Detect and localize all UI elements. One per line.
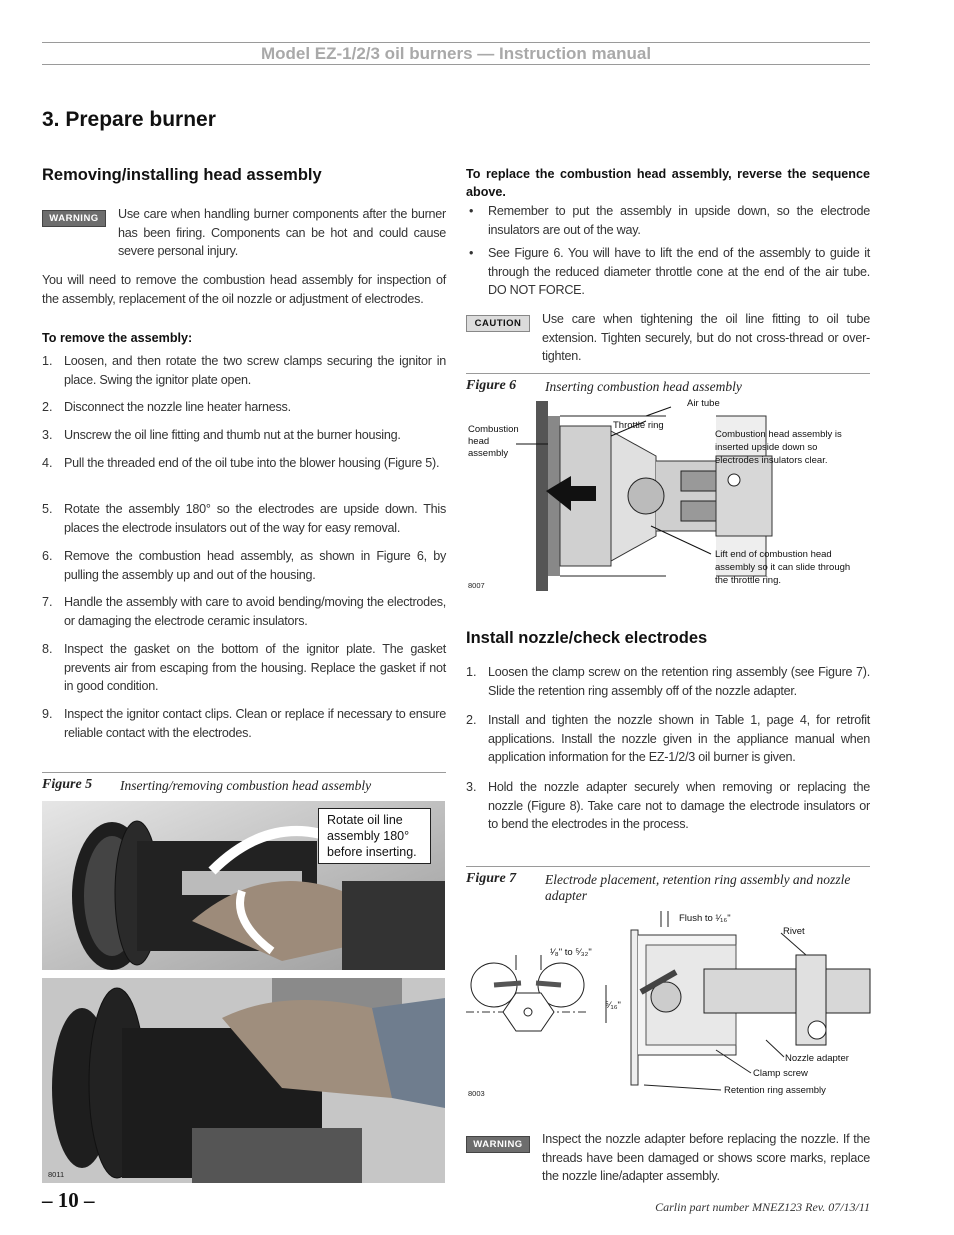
step-number: 6.: [42, 549, 53, 563]
caution-badge: CAUTION: [466, 315, 530, 332]
label-head: head: [468, 436, 490, 447]
step-text: Pull the threaded end of the oil tube into the blower housing (Figure 5).: [64, 456, 440, 470]
warning-badge-2: WARNING: [466, 1136, 530, 1153]
heading-install-nozzle: Install nozzle/check electrodes: [466, 629, 708, 647]
part-number: Carlin part number MNEZ123 Rev. 07/13/11: [655, 1200, 870, 1214]
step-text: Inspect the gasket on the bottom of the ignitor plate. The gasket prevents air from escaping from the housing. Replace the gasket if not in good condition.: [64, 642, 446, 693]
caution-text: Use care when tightening the oil line fitting to oil tube extension. Tighten securely, but do not cross-thread or over-tighten.: [542, 312, 870, 363]
bullet-dot: •: [469, 204, 474, 218]
label-offset: ⁵⁄₁₆": [605, 1000, 621, 1011]
figure5-rule: [42, 772, 446, 773]
figure7-rule: [466, 866, 870, 867]
note1-line2: inserted upside down so: [715, 442, 818, 453]
note2-line3: the throttle ring.: [715, 575, 782, 586]
bullet-text: Remember to put the assembly in upside down, so the electrode insulators are out of the way.: [488, 204, 870, 237]
figure5-code: 8011: [48, 1170, 65, 1179]
figure5-photo-bottom: [42, 978, 445, 1183]
label-combustion: Combustion: [468, 424, 519, 435]
step-text: Loosen the clamp screw on the retention ring assembly (see Figure 7). Slide the retention ring assembly off of the nozzle adapter.: [488, 665, 870, 698]
manual-title: Model EZ-1/2/3 oil burners — Instruction manual: [260, 44, 652, 63]
warning-text-2: Inspect the nozzle adapter before replacing the nozzle. If the threads have been damaged or shows score marks, replace the nozzle line/adapter assembly.: [542, 1132, 870, 1183]
header-rule-top: [42, 42, 870, 43]
page-number: – 10 –: [42, 1188, 95, 1212]
figure7-diagram: [466, 905, 872, 1101]
label-retention-ring: Retention ring assembly: [724, 1085, 826, 1096]
header-rule-bottom: [42, 64, 870, 65]
step-number: 1.: [466, 665, 477, 679]
note2-line1: Lift end of combustion head: [715, 549, 832, 560]
remove-heading: To remove the assembly:: [42, 331, 193, 345]
step-number: 3.: [466, 780, 477, 794]
figure6-label: Figure 6: [466, 378, 517, 393]
label-air-tube: Air tube: [687, 398, 720, 409]
step-number: 1.: [42, 354, 53, 368]
step-number: 2.: [466, 713, 477, 727]
note1-line3: electrodes insulators clear.: [715, 455, 828, 466]
step-number: 3.: [42, 428, 53, 442]
label-flush: Flush to ¹⁄₁₆": [679, 913, 731, 924]
figure7-label: Figure 7: [466, 871, 517, 886]
figure7-code: 8003: [468, 1089, 485, 1098]
step-text: Hold the nozzle adapter securely when removing or replacing the nozzle (Figure 8). Take care not to damage the electrode insulators or to bend the electrodes in the process.: [488, 780, 870, 831]
figure5-label: Figure 5: [42, 777, 93, 792]
label-nozzle-adapter: Nozzle adapter: [785, 1053, 849, 1064]
label-throttle-ring: Throttle ring: [613, 420, 664, 431]
figure6-caption: Inserting combustion head assembly: [545, 379, 742, 394]
label-gap: ¹⁄₈" to ⁵⁄₃₂": [550, 947, 592, 958]
step-number: 4.: [42, 456, 53, 470]
step-text: Remove the combustion head assembly, as shown in Figure 6, by pulling the assembly up and out of the housing.: [64, 549, 446, 582]
label-rivet: Rivet: [783, 926, 805, 937]
section-title: 3. Prepare burner: [42, 108, 216, 131]
label-clamp-screw: Clamp screw: [753, 1068, 808, 1079]
step-number: 8.: [42, 642, 53, 656]
step-text: Handle the assembly with care to avoid bending/moving the electrodes, or damaging the electrode ceramic insulators.: [64, 595, 446, 628]
step-text: Unscrew the oil line fitting and thumb nut at the burner housing.: [64, 428, 401, 442]
figure6-code: 8007: [468, 581, 485, 590]
step-text: Loosen, and then rotate the two screw clamps securing the ignitor in place. Swing the ignitor plate open.: [64, 354, 446, 387]
step-number: 9.: [42, 707, 53, 721]
figure6-rule: [466, 373, 870, 374]
figure5-caption: Inserting/removing combustion head assembly: [120, 778, 372, 793]
heading-removing-installing: Removing/installing head assembly: [42, 166, 322, 184]
figure6-diagram: [466, 396, 872, 596]
step-text: Install and tighten the nozzle shown in Table 1, page 4, for retrofit applications. Install the nozzle given in the appliance manual when application information for the EZ-1/2/3 oil burner is given.: [488, 713, 870, 764]
step-number: 2.: [42, 400, 53, 414]
note1-line1: Combustion head assembly is: [715, 429, 842, 440]
note2-line2: assembly so it can slide through: [715, 562, 851, 573]
intro-paragraph: You will need to remove the combustion head assembly for inspection of the assembly, replacement of the oil nozzle or adjustment of electrodes.: [42, 273, 446, 306]
step-text: Disconnect the nozzle line heater harness.: [64, 400, 291, 414]
figure5-callout: Rotate oil line assembly 180° before inserting.: [318, 808, 431, 864]
replace-heading: To replace the combustion head assembly, reverse the sequence above.: [466, 167, 870, 199]
warning-badge: WARNING: [42, 210, 106, 227]
figure7-caption: Electrode placement, retention ring assembly and nozzle adapter: [545, 872, 851, 903]
bullet-dot: •: [469, 246, 474, 260]
bullet-text: See Figure 6. You will have to lift the end of the assembly to guide it through the reduced diameter throttle cone at the end of the air tube. DO NOT FORCE.: [488, 246, 870, 297]
step-number: 7.: [42, 595, 53, 609]
warning-text: Use care when handling burner components after the burner has been firing. Components can be hot and could cause severe personal injury.: [118, 207, 446, 258]
step-number: 5.: [42, 502, 53, 516]
step-text: Rotate the assembly 180° so the electrodes are upside down. This places the electrode insulators out of the way for easy removal.: [64, 502, 446, 535]
label-assembly: assembly: [468, 448, 509, 459]
step-text: Inspect the ignitor contact clips. Clean or replace if necessary to ensure reliable contact with the electrodes.: [64, 707, 446, 740]
